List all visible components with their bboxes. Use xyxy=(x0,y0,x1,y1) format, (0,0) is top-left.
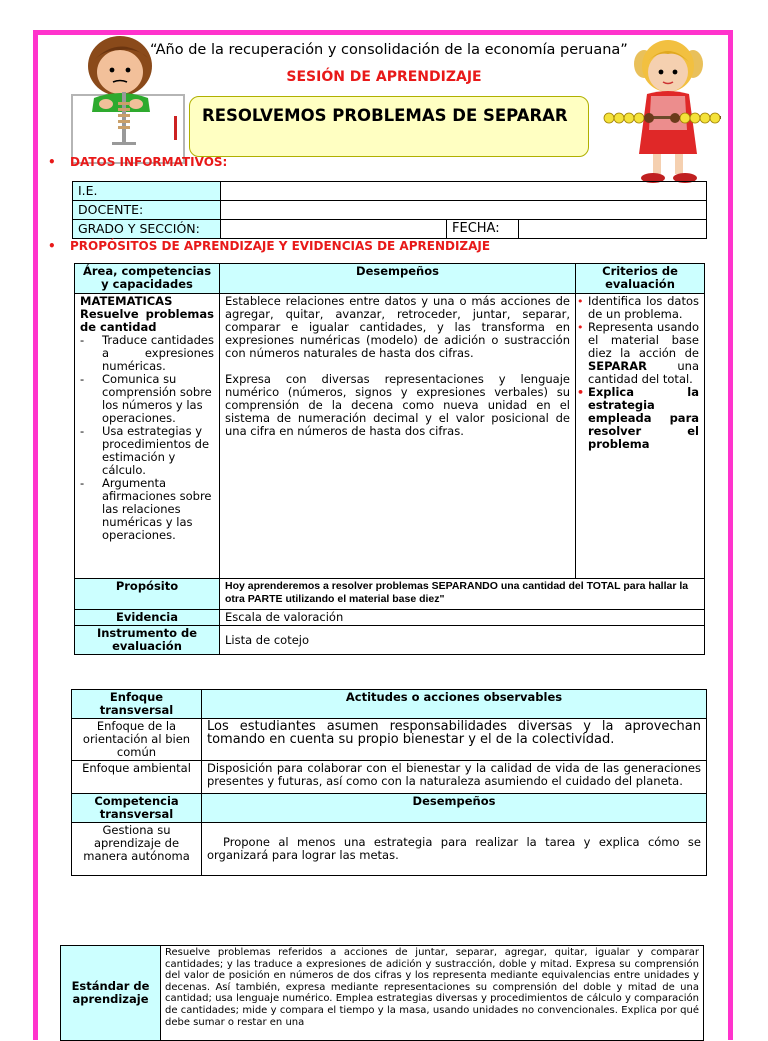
area-cell xyxy=(75,294,220,579)
competencia-label: Gestiona su aprendizaje de manera autónoma xyxy=(72,823,202,876)
capacidades-list xyxy=(80,334,214,542)
area-name: MATEMATICAS xyxy=(80,294,173,308)
competencia-text: Propone al menos una estrategia para realizar la tarea y explica cómo se organizará para lograr las metas. xyxy=(202,823,707,876)
criterios-cell xyxy=(576,294,705,579)
instrumento-label: Instrumento de evaluación xyxy=(75,626,220,655)
bullet-icon: • xyxy=(577,386,585,399)
enfoque-label: Enfoque de la orientación al bien común xyxy=(72,719,202,761)
docente-value-field[interactable] xyxy=(221,201,707,220)
proposito-label: Propósito xyxy=(75,579,220,610)
criterios-list xyxy=(577,294,699,451)
proposito-text: Hoy aprenderemos a resolver problemas SEPARANDO una cantidad del TOTAL para hallar la otra PARTE utilizando el material base diez" xyxy=(220,579,705,610)
propositos-table xyxy=(74,263,705,655)
bullet-icon: • xyxy=(48,155,56,169)
list-item: - Usa estrategias y procedimientos de estimación y cálculo. xyxy=(80,425,214,477)
ie-value-field[interactable] xyxy=(221,182,707,201)
lesson-title: RESOLVEMOS PROBLEMAS DE SEPARAR xyxy=(189,96,589,157)
list-item: - Argumenta afirmaciones sobre las relaciones numéricas y las operaciones. xyxy=(80,477,214,542)
bullet-icon: • xyxy=(577,295,584,308)
fecha-value-field[interactable] xyxy=(519,220,707,239)
bullet-icon: • xyxy=(577,321,584,334)
col-criterios-header: Criterios de evaluación xyxy=(576,264,705,294)
enfoque-text: Los estudiantes asumen responsabilidades diversas y la aprovechan tomando en cuenta su propio bienestar y el de la colectividad. xyxy=(202,719,707,761)
bullet-icon: • xyxy=(48,239,56,253)
enfoques-table xyxy=(71,689,707,876)
evidencia-text: Escala de valoración xyxy=(220,610,705,626)
docente-label: DOCENTE: xyxy=(73,201,221,220)
list-item: - Comunica su comprensión sobre los números y las operaciones. xyxy=(80,373,214,425)
col-enfoque-header: Enfoque transversal xyxy=(72,690,202,719)
datos-table xyxy=(72,181,707,239)
estandar-label: Estándar de aprendizaje xyxy=(61,946,161,1041)
ie-label: I.E. xyxy=(73,182,221,201)
desempeno-text: Expresa con diversas representaciones y lenguaje numérico (números, signos y expresiones verbales) su comprensión de la decena como nueva unidad en el sistema de numeración decimal y el valor posicional de una cifra en números de hasta dos cifras. xyxy=(225,372,570,438)
list-item: • Explica la estrategia empleada para resolver el problema xyxy=(577,385,699,451)
fecha-label: FECHA: xyxy=(447,220,519,239)
evidencia-label: Evidencia xyxy=(75,610,220,626)
list-item: • Representa usando el material base diez la acción de SEPARAR una cantidad del total. xyxy=(577,320,699,386)
col-desempenos-header: Desempeños xyxy=(220,264,576,294)
propositos-heading: • PROPÓSITOS DE APRENDIZAJE Y EVIDENCIAS DE APRENDIZAJE xyxy=(48,239,491,253)
grado-value-field[interactable] xyxy=(221,220,447,239)
col-competencia-desempenos-header: Desempeños xyxy=(202,794,707,823)
desempeno-text: Establece relaciones entre datos y una o más acciones de agregar, quitar, avanzar, retroceder, juntar, separar, comparar e igualar cantidades, y las transforma en expresiones numéricas (modelo) de adición o sustracción con números naturales de hasta dos cifras. xyxy=(225,294,570,360)
competencia-name: Resuelve problemas de cantidad xyxy=(80,307,214,334)
estandar-table xyxy=(60,945,704,1041)
desempenos-cell xyxy=(220,294,576,579)
col-area-header: Área, competencias y capacidades xyxy=(75,264,220,294)
col-actitudes-header: Actitudes o acciones observables xyxy=(202,690,707,719)
list-item: - Traduce cantidades a expresiones numéricas. xyxy=(80,334,214,373)
enfoque-text: Disposición para colaborar con el bienestar y la calidad de vida de las generaciones presentes y futuras, así como con la naturaleza asumiendo el cuidado del planeta. xyxy=(202,761,707,794)
list-item: • Identifica los datos de un problema. xyxy=(577,294,699,321)
datos-heading: • DATOS INFORMATIVOS: xyxy=(48,155,228,169)
grado-label: GRADO Y SECCIÓN: xyxy=(73,220,221,239)
enfoque-label: Enfoque ambiental xyxy=(72,761,202,794)
year-title: “Año de la recuperación y consolidación de la economía peruana” xyxy=(150,42,628,58)
instrumento-text: Lista de cotejo xyxy=(220,626,705,655)
estandar-text: Resuelve problemas referidos a acciones de juntar, separar, agregar, quitar, igualar y comparar cantidades; y las traduce a expresiones de adición y sustracción, doble y mitad. Expresa su comprensión del valor de posición en números de dos cifras y los representa mediante equivalencias entre unidades y decenas. Así también, expresa mediante representaciones su comprensión del doble y mitad de una cantidad; usa lenguaje numérico. Emplea estrategias diversas y procedimientos de cálculo y comparación de cantidades; mide y compara el tiempo y la masa, usando unidades no convencionales. Explica por qué debe sumar o restar en una xyxy=(161,946,704,1041)
col-competencia-header: Competencia transversal xyxy=(72,794,202,823)
session-title: SESIÓN DE APRENDIZAJE xyxy=(286,69,482,85)
